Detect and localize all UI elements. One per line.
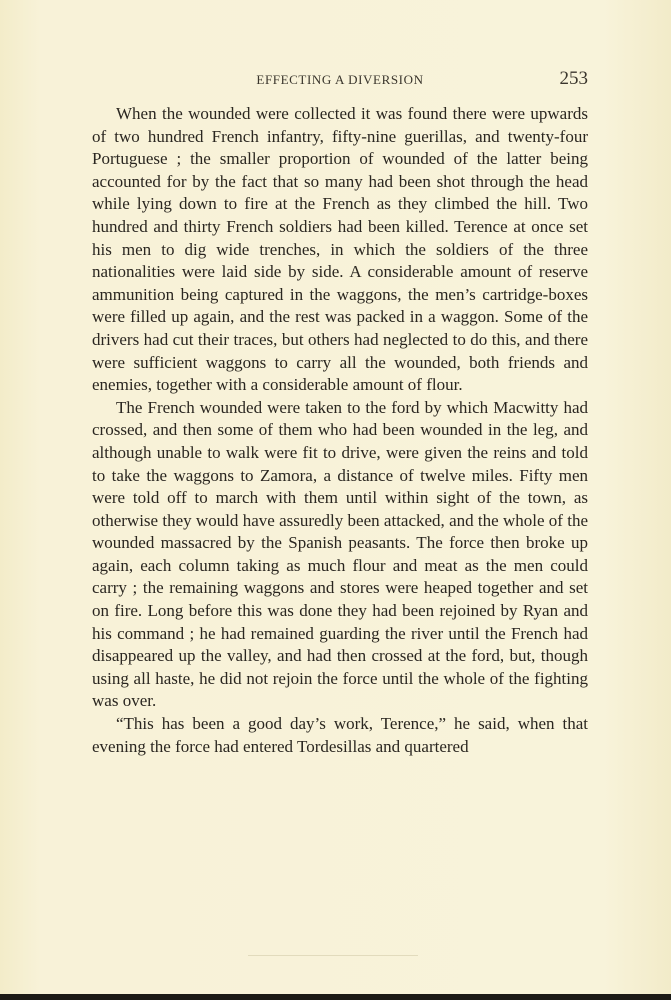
bottom-rule (248, 955, 418, 956)
paragraph-1: When the wounded were collected it was found there were upwards of two hundred French infantry, fifty-nine guerillas, and twenty-four Portuguese ; the smaller proportion of wounded of the latter being accounted for by the fact that so many had been shot through the head while lying down to fire at the French as they climbed the hill. Two hundred and thirty French soldiers had been killed. Terence at once set his men to dig wide trenches, in which the soldiers of the three nationalities were laid side by side. A considerable amount of reserve ammunition being captured in the waggons, the men’s cartridge-boxes were filled up again, and the rest was packed in a waggon. Some of the drivers had cut their traces, but others had neglected to do this, and there were sufficient waggons to carry all the wounded, both friends and enemies, together with a considerable amount of flour. (92, 104, 588, 395)
paragraph-3: “This has been a good day’s work, Terence,” he said, when that evening the force had entered Tordesillas and quartered (92, 714, 588, 756)
body-text (92, 103, 588, 758)
page-bottom-edge (0, 994, 671, 1000)
page-number: 253 (559, 68, 588, 89)
paragraph-2: The French wounded were taken to the ford by which Macwitty had crossed, and then some of them who had been wounded in the leg, and although unable to walk were fit to drive, were given the reins and told to take the waggons to Zamora, a distance of twelve miles. Fifty men were told off to march with them until within sight of the town, as otherwise they would have assuredly been attacked, and the whole of the wounded massacred by the Spanish peasants. The force then broke up again, each column taking as much flour and meat as the men could carry ; the remaining waggons and stores were heaped together and set on fire. Long before this was done they had been rejoined by Ryan and his command ; he had remained guarding the river until the French had disappeared up the valley, and had then crossed at the ford, but, though using all haste, he did not rejoin the force until the whole of the fighting was over. (92, 397, 588, 711)
page-header (92, 68, 588, 98)
running-head: EFFECTING A DIVERSION (256, 72, 424, 87)
